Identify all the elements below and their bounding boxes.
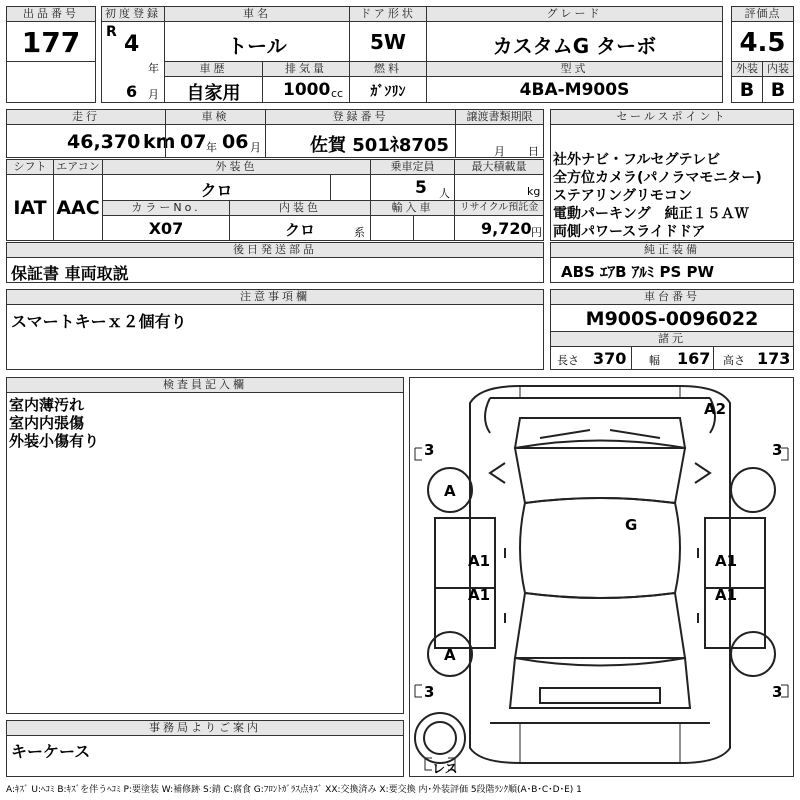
office-note: キーケース	[11, 742, 91, 761]
inspector-label: 検査員記入欄	[6, 377, 404, 393]
displacement-box	[262, 76, 350, 103]
height: 173	[757, 349, 791, 368]
shift-box	[6, 174, 54, 241]
damage-a: A	[444, 482, 456, 500]
spec-divider	[631, 347, 632, 369]
color-no: X07	[148, 219, 184, 238]
int-color: クロ	[284, 221, 315, 239]
mileage-box	[6, 124, 176, 158]
car-name-box	[164, 21, 350, 62]
sales-line: 全方位カメラ(パノラマモニター)	[553, 170, 762, 186]
damage-a2: A2	[704, 400, 727, 418]
exterior-box	[731, 76, 763, 103]
height-label: 高さ	[723, 354, 745, 367]
insp-year-unit: 年	[206, 141, 217, 154]
transfer-label: 譲渡書類期限	[455, 109, 544, 125]
car-diagram	[410, 378, 793, 776]
color-no-box	[102, 215, 230, 241]
inspector-line: 室内内張傷	[9, 414, 85, 432]
notes-label: 注意事項欄	[6, 289, 544, 305]
exterior-label: 外装	[731, 61, 763, 77]
mileage-unit: km	[143, 131, 176, 153]
history: 自家用	[186, 83, 241, 104]
interior-grade: B	[770, 79, 786, 101]
reg-year: 4	[124, 32, 140, 57]
import-box	[370, 215, 455, 241]
damage-a1: A1	[715, 586, 738, 604]
interior-label: 内装	[762, 61, 794, 77]
damage-a1: A1	[468, 586, 491, 604]
equipment: ABS ｴｱB ｱﾙﾐ PS PW	[561, 263, 715, 281]
era: R	[106, 24, 117, 40]
chassis-label: 車台番号	[550, 289, 794, 305]
sales-line: 電動パーキング 純正１５ＡＷ	[553, 206, 749, 222]
int-color-label: 内装色	[229, 200, 371, 216]
equipment-box	[550, 257, 794, 283]
capacity: 5	[415, 178, 427, 198]
length: 370	[593, 349, 627, 368]
width-label: 幅	[649, 354, 660, 367]
damage-g: G	[625, 516, 638, 534]
import-divider	[413, 216, 414, 240]
spec-divider	[713, 347, 714, 369]
color-no-label: カラーNo.	[102, 200, 230, 216]
inspector-line: 室内薄汚れ	[9, 396, 85, 414]
ext-color: クロ	[200, 181, 233, 200]
model-label: 型式	[426, 61, 723, 77]
sales-label: セールスポイント	[550, 109, 794, 125]
insp-month-unit: 月	[250, 141, 261, 154]
tire-tread-fl: 3	[424, 441, 435, 459]
spare-tire: レス	[432, 762, 458, 777]
recycle-label: リサイクル預託金	[454, 200, 544, 216]
office-label: 事務局よりご案内	[6, 720, 404, 736]
max-load-label: 最大積載量	[454, 159, 544, 175]
insp-month: 06	[222, 131, 249, 153]
car-name-label: 車名	[164, 6, 350, 22]
reg-no: 佐賀 501ﾈ8705	[310, 135, 449, 156]
sales-line: 社外ナビ・フルセグテレビ	[553, 152, 721, 168]
displacement: 1000	[283, 80, 331, 100]
width: 167	[677, 349, 711, 368]
first-reg-box	[101, 21, 165, 103]
damage-a1: A1	[715, 552, 738, 570]
first-reg-label: 初度登録	[101, 6, 165, 22]
shift-label: シフト	[6, 159, 54, 175]
ac: AAC	[56, 197, 100, 219]
displacement-label: 排気量	[262, 61, 350, 77]
reg-month: 6	[126, 82, 138, 101]
inspector-box	[6, 392, 404, 714]
recycle: 9,720	[481, 219, 532, 238]
max-load-unit: kg	[527, 185, 541, 198]
int-color-unit: 系	[354, 226, 365, 239]
lot-no-label: 出品番号	[6, 6, 96, 22]
history-box	[164, 76, 263, 103]
reg-year-unit: 年	[148, 62, 159, 75]
score: 4.5	[739, 28, 786, 58]
mileage: 46,370	[67, 131, 141, 153]
capacity-box	[370, 174, 455, 201]
door-type: 5W	[370, 30, 406, 54]
car-name: トール	[227, 34, 287, 58]
inspector-line: 外装小傷有り	[9, 432, 100, 450]
later-parts-label: 後日発送部品	[6, 242, 544, 258]
chassis-box	[550, 304, 794, 332]
transfer-day: 日	[528, 145, 539, 158]
spec-label: 諸元	[550, 331, 794, 347]
equipment-label: 純正装備	[550, 242, 794, 258]
grade-label: グレード	[426, 6, 723, 22]
inspection-label: 車検	[165, 109, 266, 125]
max-load-box	[454, 174, 544, 201]
damage-a1: A1	[468, 552, 491, 570]
ac-label: エアコン	[53, 159, 103, 175]
reg-no-label: 登録番号	[265, 109, 456, 125]
ext-color-divider	[330, 175, 331, 200]
reg-no-box	[265, 124, 456, 158]
shift: IAT	[13, 197, 47, 219]
score-box	[731, 21, 794, 62]
history-label: 車歴	[164, 61, 263, 77]
import-label: 輸入車	[370, 200, 455, 216]
interior-box	[762, 76, 794, 103]
legend: A:ｷｽﾞ U:ﾍｺﾐ B:ｷｽﾞを伴うﾍｺﾐ P:要塗装 W:補修跡 S:錆 C:腐食 G:ﾌﾛﾝﾄｶﾞﾗｽ点ｷｽﾞ XX:交換済み X:要交換 内･外装評価 5段階ﾗﾝｸ順(A･B･C･D･E) 1	[6, 785, 582, 795]
spec-box	[550, 346, 794, 370]
ext-color-box	[102, 174, 371, 201]
later-parts-box	[6, 257, 544, 283]
score-label: 評価点	[731, 6, 794, 22]
car-diagram-box	[409, 377, 794, 777]
length-label: 長さ	[557, 354, 579, 367]
capacity-unit: 人	[439, 187, 450, 200]
sales-line: 両側パワースライドドア	[553, 224, 706, 240]
inspection-box	[165, 124, 266, 158]
reg-month-unit: 月	[148, 88, 159, 101]
int-color-box	[229, 215, 371, 241]
model-box	[426, 76, 723, 103]
chassis-no: M900S-0096022	[585, 308, 759, 330]
transfer-month: 月	[494, 145, 505, 158]
ext-color-label: 外装色	[102, 159, 371, 175]
lot-no: 177	[21, 26, 81, 59]
later-parts: 保証書 車両取説	[11, 264, 129, 283]
displacement-unit: cc	[331, 87, 344, 100]
grade-box	[426, 21, 723, 62]
tire-tread-rr: 3	[772, 683, 783, 701]
mileage-label: 走行	[6, 109, 166, 125]
damage-a: A	[444, 646, 456, 664]
notes: スマートキーｘ２個有り	[11, 312, 187, 331]
fuel: ｶﾞｿﾘﾝ	[370, 84, 406, 100]
insp-year: 07	[180, 131, 207, 153]
recycle-box	[454, 215, 544, 241]
exterior-grade: B	[739, 79, 755, 101]
ac-box	[53, 174, 103, 241]
notes-box	[6, 304, 544, 370]
lot-no-box	[6, 21, 96, 62]
tire-tread-fr: 3	[772, 441, 783, 459]
lot-no-empty	[6, 61, 96, 103]
fuel-box	[349, 76, 427, 103]
office-box	[6, 735, 404, 777]
model: 4BA-M900S	[519, 80, 630, 100]
capacity-label: 乗車定員	[370, 159, 455, 175]
recycle-unit: 円	[531, 226, 542, 239]
tire-tread-rl: 3	[424, 683, 435, 701]
door-box	[349, 21, 427, 62]
fuel-label: 燃料	[349, 61, 427, 77]
sales-line: ステアリングリモコン	[553, 188, 692, 204]
grade: カスタムG ターボ	[492, 34, 657, 58]
sales-box	[550, 124, 794, 241]
transfer-box	[455, 124, 544, 158]
door-label: ドア形状	[349, 6, 427, 22]
